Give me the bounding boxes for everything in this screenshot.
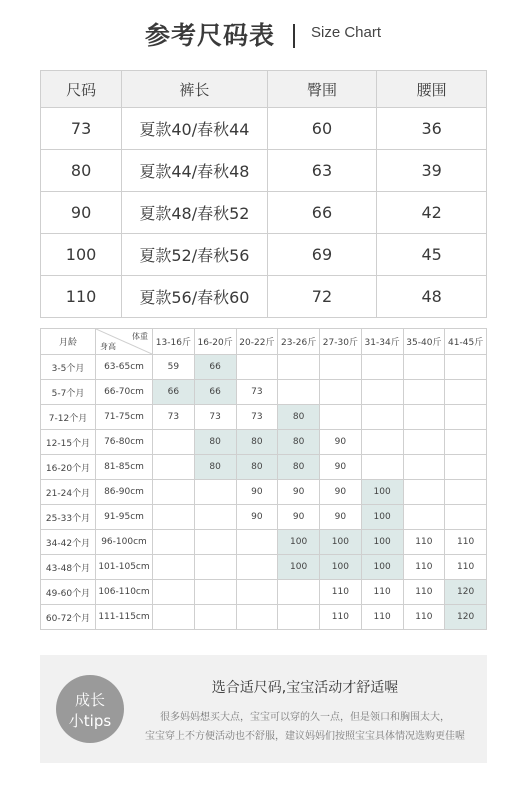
- pants-length-cell: 夏款56/春秋60: [122, 276, 267, 318]
- diag-weight-label: 体重: [132, 332, 148, 341]
- size-recommendation-cell: 110: [445, 530, 487, 555]
- size-recommendation-cell: 110: [403, 605, 445, 630]
- tips-panel: [40, 655, 487, 763]
- age-cell: 21-24个月: [41, 480, 96, 505]
- hip-cell: 60: [267, 108, 377, 150]
- size-recommendation-cell: 100: [361, 480, 403, 505]
- col-header-weight: 13-16斤: [153, 329, 195, 355]
- size-recommendation-cell: 59: [153, 355, 195, 380]
- size-recommendation-cell: 90: [320, 430, 362, 455]
- tips-badge-line2: 小tips: [68, 712, 112, 730]
- age-weight-row: [41, 355, 487, 380]
- col-header-age: 月龄: [41, 329, 96, 355]
- size-recommendation-cell: [236, 530, 278, 555]
- size-recommendation-cell: 90: [278, 480, 320, 505]
- hip-cell: 66: [267, 192, 377, 234]
- size-recommendation-cell: 100: [361, 555, 403, 580]
- age-cell: 25-33个月: [41, 505, 96, 530]
- col-header-weight: 23-26斤: [278, 329, 320, 355]
- size-table-header-row: [41, 71, 487, 108]
- size-recommendation-cell: 80: [194, 455, 236, 480]
- size-recommendation-cell: 120: [445, 605, 487, 630]
- size-recommendation-cell: [445, 505, 487, 530]
- size-recommendation-cell: [278, 355, 320, 380]
- col-header-weight: 31-34斤: [361, 329, 403, 355]
- height-cell: 86-90cm: [96, 480, 153, 505]
- size-recommendation-cell: 80: [194, 430, 236, 455]
- height-cell: 63-65cm: [96, 355, 153, 380]
- size-recommendation-cell: 100: [361, 530, 403, 555]
- size-recommendation-cell: [403, 480, 445, 505]
- size-recommendation-cell: [445, 355, 487, 380]
- col-header-weight: 35-40斤: [403, 329, 445, 355]
- size-recommendation-cell: [403, 430, 445, 455]
- col-header-size: 尺码: [41, 71, 122, 108]
- age-cell: 60-72个月: [41, 605, 96, 630]
- size-recommendation-cell: [403, 355, 445, 380]
- hip-cell: 72: [267, 276, 377, 318]
- page-header: [0, 16, 527, 56]
- size-recommendation-cell: [236, 555, 278, 580]
- size-recommendation-cell: [403, 455, 445, 480]
- col-header-weight: 16-20斤: [194, 329, 236, 355]
- size-recommendation-cell: 73: [236, 380, 278, 405]
- size-recommendation-cell: [445, 430, 487, 455]
- size-recommendation-cell: [153, 480, 195, 505]
- waist-cell: 39: [377, 150, 487, 192]
- pants-length-cell: 夏款40/春秋44: [122, 108, 267, 150]
- size-cell: 73: [41, 108, 122, 150]
- size-recommendation-cell: 100: [361, 505, 403, 530]
- size-recommendation-cell: 73: [194, 405, 236, 430]
- size-recommendation-cell: [445, 455, 487, 480]
- pants-length-cell: 夏款44/春秋48: [122, 150, 267, 192]
- size-recommendation-cell: 100: [320, 555, 362, 580]
- col-header-weight: 41-45斤: [445, 329, 487, 355]
- size-cell: 100: [41, 234, 122, 276]
- diag-height-label: 身高: [100, 342, 116, 351]
- size-recommendation-cell: [361, 405, 403, 430]
- waist-cell: 42: [377, 192, 487, 234]
- size-recommendation-cell: 73: [153, 405, 195, 430]
- size-recommendation-cell: 80: [278, 455, 320, 480]
- size-recommendation-cell: [153, 605, 195, 630]
- size-recommendation-cell: [194, 480, 236, 505]
- tips-text-line2: 宝宝穿上不方便活动也不舒服，建议妈妈们按照宝宝具体情况选购更佳喔: [145, 731, 465, 742]
- pants-length-cell: 夏款52/春秋56: [122, 234, 267, 276]
- age-cell: 49-60个月: [41, 580, 96, 605]
- age-cell: 34-42个月: [41, 530, 96, 555]
- age-weight-row: [41, 505, 487, 530]
- size-recommendation-cell: [445, 480, 487, 505]
- age-weight-row: [41, 380, 487, 405]
- hip-cell: 63: [267, 150, 377, 192]
- tips-badge: [56, 675, 124, 743]
- size-recommendation-cell: [278, 580, 320, 605]
- size-table-row: [41, 234, 487, 276]
- age-weight-row: [41, 405, 487, 430]
- page-title: 参考尺码表: [145, 21, 276, 50]
- size-table-row: [41, 192, 487, 234]
- age-weight-table: [40, 328, 487, 630]
- age-weight-row: [41, 480, 487, 505]
- age-weight-row: [41, 555, 487, 580]
- size-recommendation-cell: [320, 355, 362, 380]
- size-cell: 80: [41, 150, 122, 192]
- height-cell: 71-75cm: [96, 405, 153, 430]
- hip-cell: 69: [267, 234, 377, 276]
- size-recommendation-cell: 110: [403, 555, 445, 580]
- size-recommendation-cell: 100: [320, 530, 362, 555]
- size-recommendation-cell: 100: [278, 530, 320, 555]
- size-cell: 110: [41, 276, 122, 318]
- size-cell: 90: [41, 192, 122, 234]
- age-weight-row: [41, 605, 487, 630]
- size-recommendation-cell: 66: [153, 380, 195, 405]
- height-cell: 91-95cm: [96, 505, 153, 530]
- height-cell: 111-115cm: [96, 605, 153, 630]
- waist-cell: 45: [377, 234, 487, 276]
- size-recommendation-cell: [194, 605, 236, 630]
- size-recommendation-cell: 90: [236, 505, 278, 530]
- size-recommendation-cell: 80: [236, 455, 278, 480]
- col-header-weight: 27-30斤: [320, 329, 362, 355]
- size-recommendation-cell: 110: [361, 580, 403, 605]
- page-subtitle: Size Chart: [311, 24, 382, 41]
- size-recommendation-cell: 90: [320, 480, 362, 505]
- size-recommendation-cell: 90: [278, 505, 320, 530]
- height-cell: 76-80cm: [96, 430, 153, 455]
- tips-heading: 选合适尺码,宝宝活动才舒适喔: [211, 680, 399, 696]
- size-recommendation-cell: 110: [361, 605, 403, 630]
- height-cell: 106-110cm: [96, 580, 153, 605]
- size-table-row: [41, 150, 487, 192]
- waist-cell: 36: [377, 108, 487, 150]
- size-recommendation-cell: 90: [320, 505, 362, 530]
- diagonal-header-cell: [96, 329, 153, 355]
- size-recommendation-cell: [361, 355, 403, 380]
- col-header-hip: 臀围: [267, 71, 377, 108]
- size-table-row: [41, 276, 487, 318]
- size-recommendation-cell: [278, 605, 320, 630]
- size-recommendation-cell: 80: [278, 405, 320, 430]
- col-header-pants-length: 裤长: [122, 71, 267, 108]
- size-recommendation-cell: [153, 580, 195, 605]
- size-recommendation-cell: [153, 530, 195, 555]
- size-recommendation-cell: [361, 430, 403, 455]
- size-recommendation-cell: 66: [194, 355, 236, 380]
- age-cell: 7-12个月: [41, 405, 96, 430]
- age-cell: 3-5个月: [41, 355, 96, 380]
- size-recommendation-cell: [194, 530, 236, 555]
- size-recommendation-cell: [361, 380, 403, 405]
- size-recommendation-cell: 110: [320, 605, 362, 630]
- size-recommendation-cell: 66: [194, 380, 236, 405]
- age-weight-row: [41, 455, 487, 480]
- height-cell: 66-70cm: [96, 380, 153, 405]
- size-recommendation-cell: 73: [236, 405, 278, 430]
- age-cell: 12-15个月: [41, 430, 96, 455]
- size-recommendation-cell: [445, 380, 487, 405]
- size-recommendation-cell: [236, 580, 278, 605]
- size-recommendation-cell: 120: [445, 580, 487, 605]
- title-divider: [293, 24, 295, 48]
- col-header-weight: 20-22斤: [236, 329, 278, 355]
- age-weight-row: [41, 430, 487, 455]
- size-recommendation-cell: [403, 380, 445, 405]
- size-recommendation-cell: 80: [278, 430, 320, 455]
- size-recommendation-cell: [153, 430, 195, 455]
- size-recommendation-cell: [194, 505, 236, 530]
- size-recommendation-cell: 110: [403, 580, 445, 605]
- size-table: [40, 70, 487, 318]
- size-recommendation-cell: 80: [236, 430, 278, 455]
- size-recommendation-cell: [278, 380, 320, 405]
- age-weight-row: [41, 530, 487, 555]
- size-recommendation-cell: [403, 405, 445, 430]
- height-cell: 101-105cm: [96, 555, 153, 580]
- pants-length-cell: 夏款48/春秋52: [122, 192, 267, 234]
- size-recommendation-cell: 90: [236, 480, 278, 505]
- size-recommendation-cell: [403, 505, 445, 530]
- size-recommendation-cell: [153, 505, 195, 530]
- size-recommendation-cell: [153, 455, 195, 480]
- size-table-row: [41, 108, 487, 150]
- size-recommendation-cell: [194, 555, 236, 580]
- col-header-waist: 腰围: [377, 71, 487, 108]
- waist-cell: 48: [377, 276, 487, 318]
- size-recommendation-cell: [320, 380, 362, 405]
- size-recommendation-cell: [320, 405, 362, 430]
- size-recommendation-cell: [361, 455, 403, 480]
- size-recommendation-cell: 110: [320, 580, 362, 605]
- size-recommendation-cell: [153, 555, 195, 580]
- size-recommendation-cell: 100: [278, 555, 320, 580]
- size-recommendation-cell: 110: [403, 530, 445, 555]
- size-recommendation-cell: [236, 355, 278, 380]
- size-recommendation-cell: 110: [445, 555, 487, 580]
- age-weight-row: [41, 580, 487, 605]
- size-recommendation-cell: [236, 605, 278, 630]
- age-cell: 43-48个月: [41, 555, 96, 580]
- size-recommendation-cell: 90: [320, 455, 362, 480]
- age-cell: 16-20个月: [41, 455, 96, 480]
- height-cell: 81-85cm: [96, 455, 153, 480]
- tips-text-line1: 很多妈妈想买大点，宝宝可以穿的久一点，但是领口和胸围太大，: [160, 712, 450, 723]
- size-recommendation-cell: [445, 405, 487, 430]
- size-recommendation-cell: [194, 580, 236, 605]
- tips-badge-line1: 成长: [74, 691, 105, 709]
- height-cell: 96-100cm: [96, 530, 153, 555]
- age-cell: 5-7个月: [41, 380, 96, 405]
- age-weight-header-row: [41, 329, 487, 355]
